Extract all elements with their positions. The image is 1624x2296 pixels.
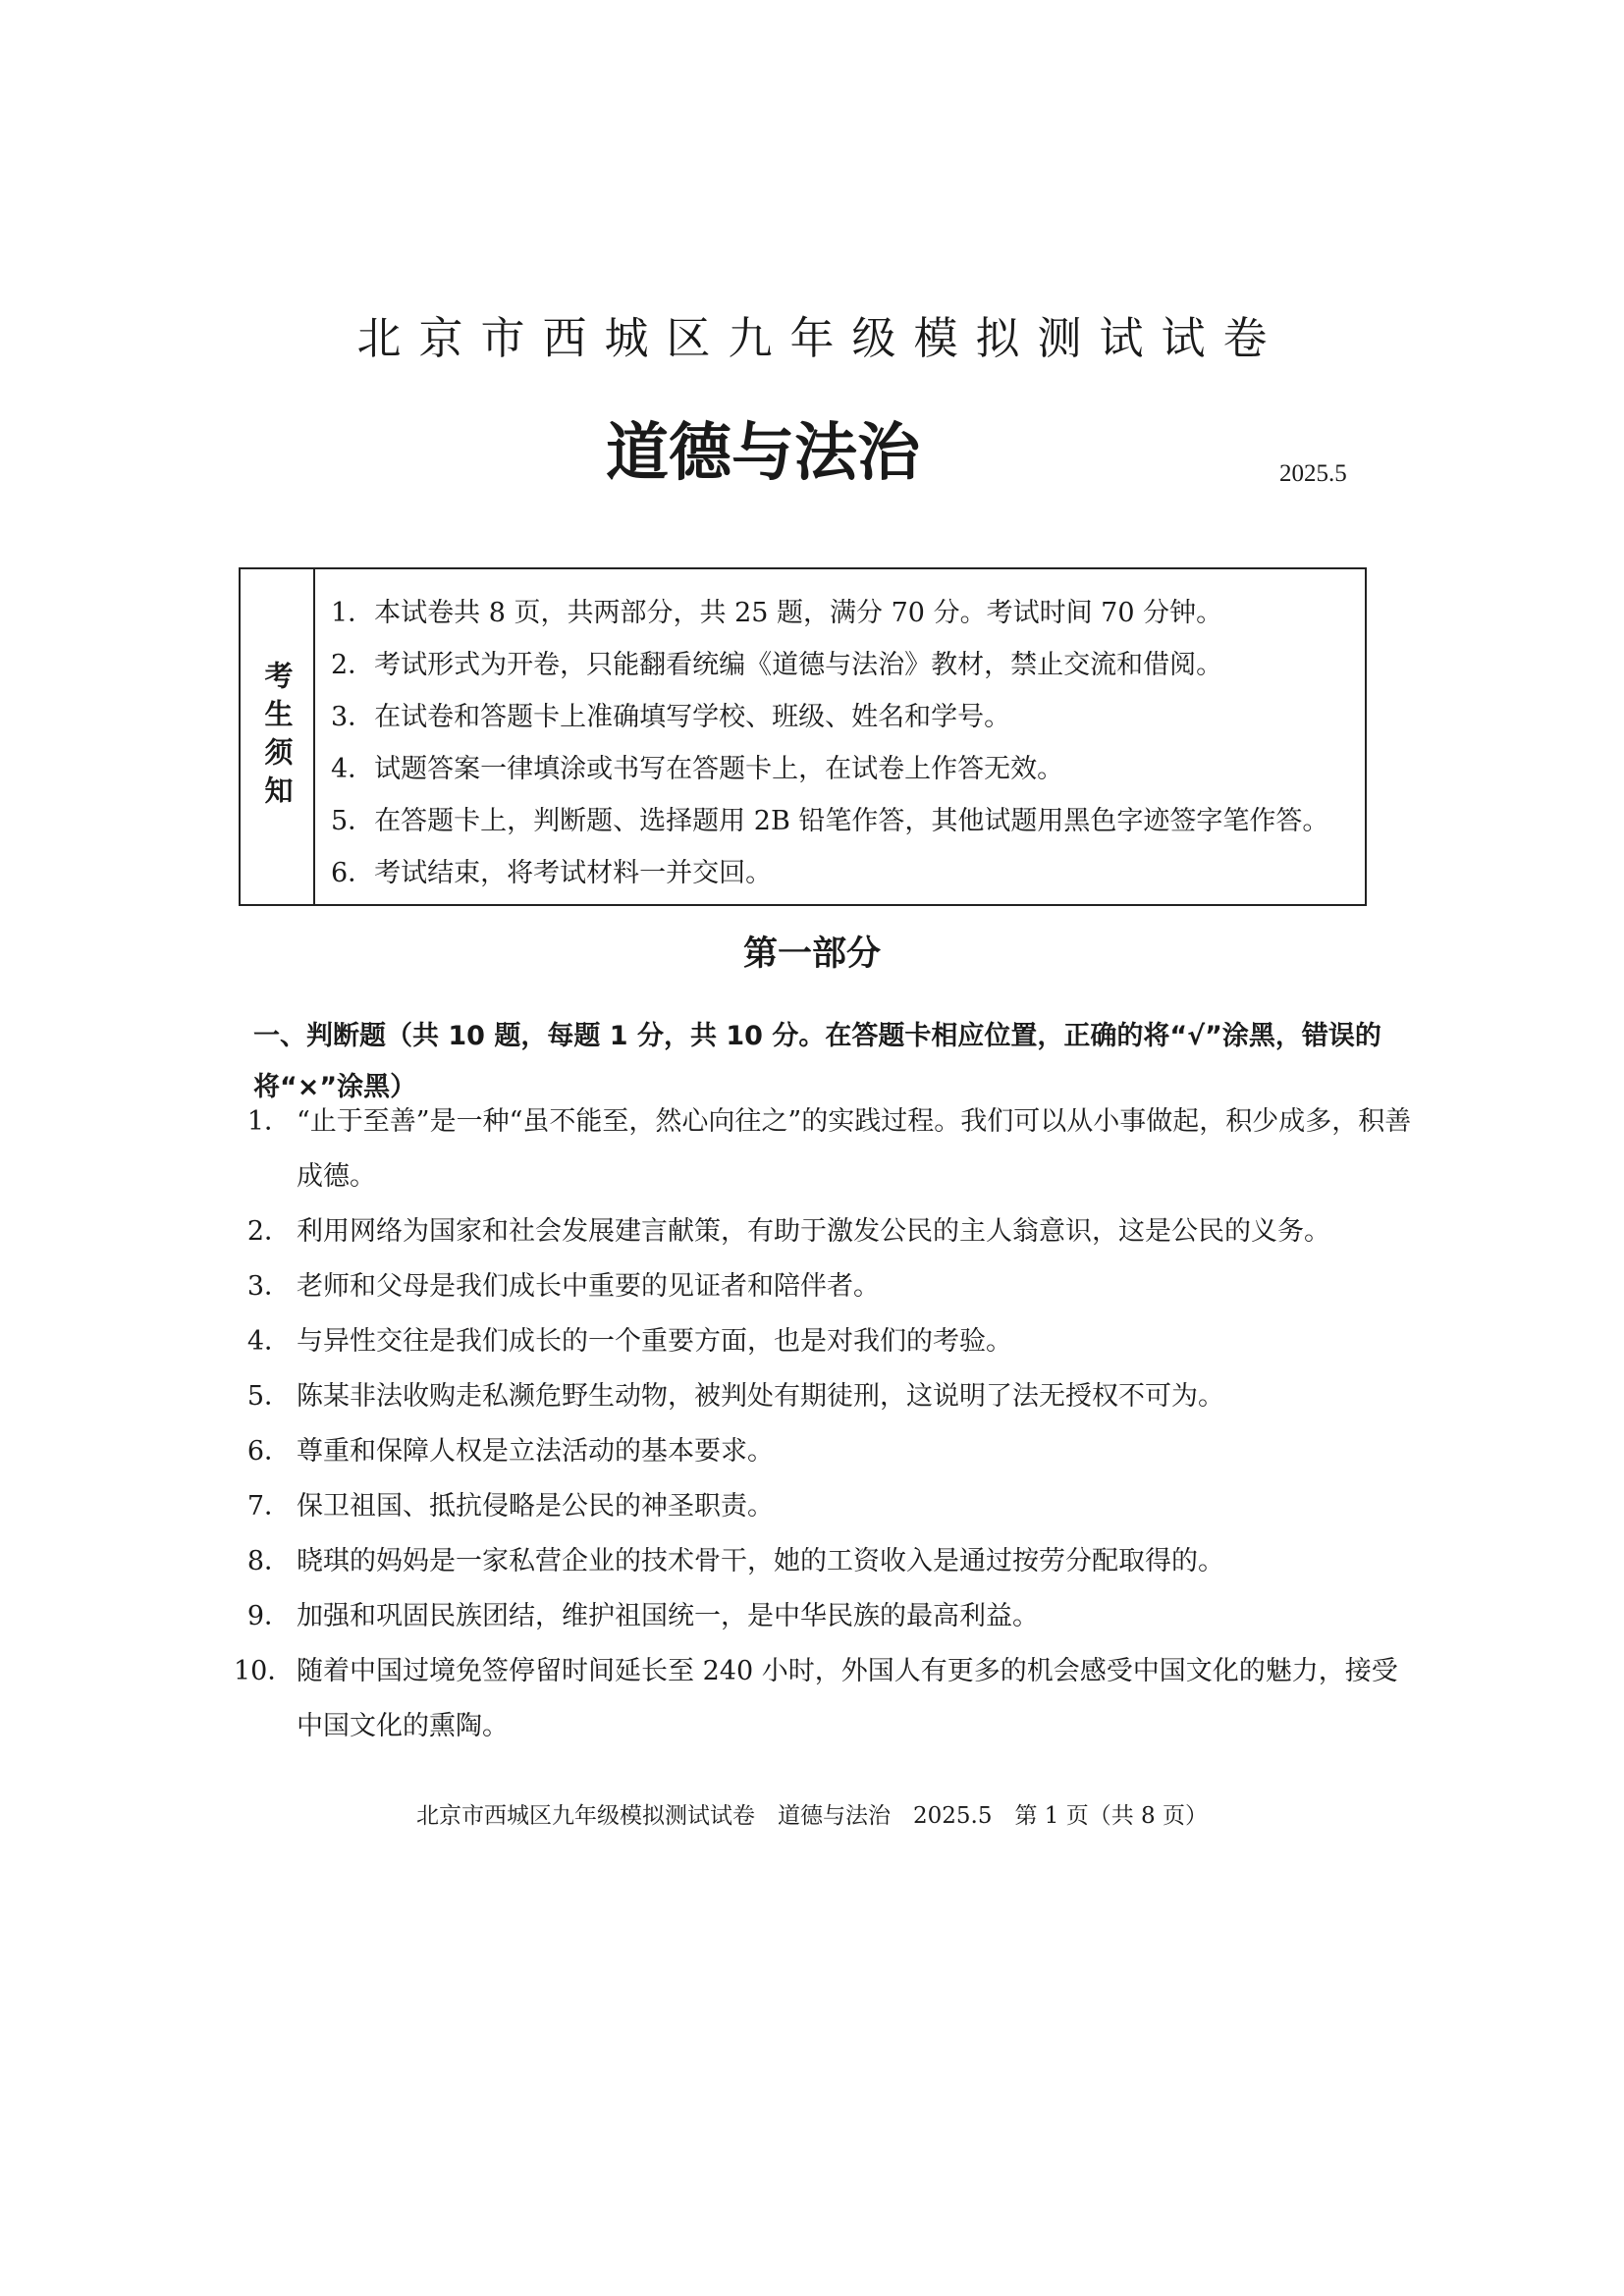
question-text: “止于至善”是一种“虽不能至，然心向往之”的实践过程。我们可以从小事做起，积少成多，积善成德。	[297, 1106, 1412, 1192]
question-text: 利用网络为国家和社会发展建言献策，有助于激发公民的主人翁意识，这是公民的义务。	[297, 1216, 1330, 1247]
question-list	[234, 1095, 1412, 1754]
question-number: 5．	[246, 1381, 291, 1412]
question-number: 2．	[246, 1216, 291, 1247]
subject-title: 道德与法治	[606, 417, 920, 490]
notice-label: 考生须知	[260, 660, 295, 814]
question-item	[234, 1644, 1412, 1754]
question-item	[234, 1095, 1412, 1204]
question-number: 9．	[246, 1601, 291, 1631]
part-title: 第一部分	[742, 934, 881, 974]
question-item	[234, 1204, 1412, 1259]
question-text: 随着中国过境免签停留时间延长至 240 小时，外国人有更多的机会感受中国文化的魅力，接受中国文化的熏陶。	[297, 1656, 1398, 1741]
question-item	[234, 1479, 1412, 1534]
question-text: 陈某非法收购走私濒危野生动物，被判处有期徒刑，这说明了法无授权不可为。	[297, 1381, 1224, 1412]
question-item	[234, 1589, 1412, 1644]
notice-label-cell	[241, 569, 315, 904]
notice-item: 4．试题答案一律填涂或书写在答题卡上，在试卷上作答无效。	[331, 754, 1064, 784]
notice-item: 5．在答题卡上，判断题、选择题用 2B 铅笔作答，其他试题用黑色字迹签字笔作答。	[331, 806, 1329, 836]
question-number: 10．	[234, 1656, 295, 1686]
question-text: 加强和巩固民族团结，维护祖国统一，是中华民族的最高利益。	[297, 1601, 1039, 1631]
question-text: 与异性交往是我们成长的一个重要方面，也是对我们的考验。	[297, 1326, 1012, 1357]
question-number: 4．	[246, 1326, 291, 1357]
question-item	[234, 1314, 1412, 1369]
question-item	[234, 1534, 1412, 1589]
question-number: 3．	[246, 1271, 291, 1302]
question-item	[234, 1259, 1412, 1314]
notice-item: 3．在试卷和答题卡上准确填写学校、班级、姓名和学号。	[331, 702, 1011, 732]
section-heading: 一、判断题（共 10 题，每题 1 分，共 10 分。在答题卡相应位置，正确的将“√”涂黑，错误的将“×”涂黑）	[253, 1021, 1381, 1102]
question-number: 7．	[246, 1491, 291, 1522]
notice-item: 2．考试形式为开卷，只能翻看统编《道德与法治》教材，禁止交流和借阅。	[331, 650, 1223, 680]
question-item	[234, 1369, 1412, 1424]
question-number: 1．	[246, 1106, 291, 1137]
question-text: 晓琪的妈妈是一家私营企业的技术骨干，她的工资收入是通过按劳分配取得的。	[297, 1546, 1224, 1576]
question-text: 保卫祖国、抵抗侵略是公民的神圣职责。	[297, 1491, 774, 1522]
notice-item: 1．本试卷共 8 页，共两部分，共 25 题，满分 70 分。考试时间 70 分钟。	[331, 598, 1223, 628]
question-text: 老师和父母是我们成长中重要的见证者和陪伴者。	[297, 1271, 880, 1302]
page-title: 北京市西城区九年级模拟测试试卷	[356, 312, 1285, 364]
question-item	[234, 1424, 1412, 1479]
question-text: 尊重和保障人权是立法活动的基本要求。	[297, 1436, 774, 1467]
question-number: 6．	[246, 1436, 291, 1467]
notice-list	[315, 569, 1365, 904]
notice-box	[239, 567, 1367, 906]
question-number: 8．	[246, 1546, 291, 1576]
page-footer: 北京市西城区九年级模拟测试试卷 道德与法治 2025.5 第 1 页（共 8 页）	[416, 1803, 1208, 1829]
exam-date: 2025.5	[1279, 460, 1347, 487]
notice-item: 6．考试结束，将考试材料一并交回。	[331, 858, 773, 888]
